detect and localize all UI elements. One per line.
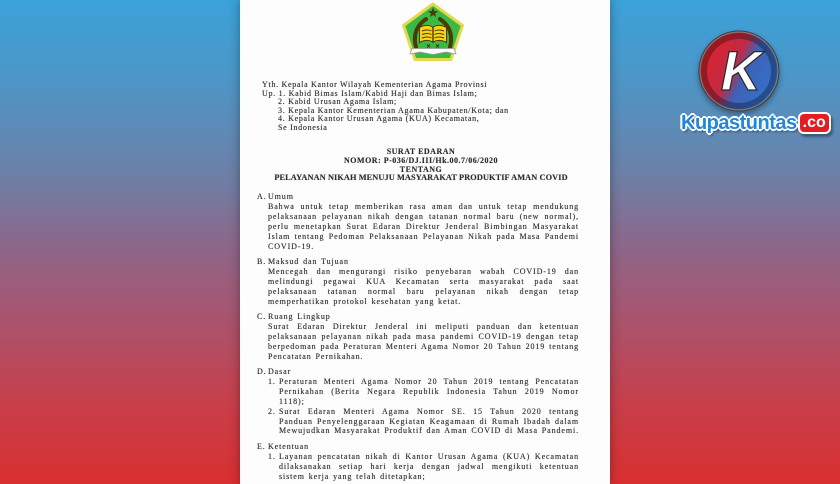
section-heading: Maksud dan Tujuan	[268, 256, 349, 266]
section-umum	[257, 192, 579, 251]
list-item	[268, 377, 579, 407]
doc-type: SURAT EDARAN	[386, 147, 456, 156]
section-dasar	[257, 367, 579, 436]
kupastuntas-brand	[681, 112, 831, 136]
section-ruang-lingkup	[257, 312, 579, 362]
recipient-line: 2. Kabid Urusan Agama Islam;	[278, 97, 397, 107]
section-heading: Umum	[268, 192, 294, 201]
section-label: D.	[257, 367, 267, 376]
item-text: Surat Edaran Menteri Agama Nomor SE. 15 Tahun 2020 tentang Panduan Penyelenggaraan Kegiatan Keagamaan di Rumah Ibadah dalam Mewujudkan Masyarakat Produktif dan Aman COVID di Masa Pandemi.	[279, 406, 579, 436]
section-heading: Ruang Lingkup	[268, 311, 331, 321]
kupastuntas-watermark	[655, 0, 840, 155]
kupastuntas-k-icon	[697, 29, 781, 113]
section-label: B.	[257, 256, 267, 266]
doc-subject: PELAYANAN NIKAH MENUJU MASYARAKAT PRODUKTIF AMAN COVID	[274, 173, 568, 183]
brand-name: Kupastuntas	[681, 112, 797, 134]
section-heading: Ketentuan	[268, 441, 309, 451]
k-letter: K	[720, 39, 762, 102]
item-number: 2.	[268, 406, 276, 416]
recipient-block	[262, 81, 509, 133]
list-item	[268, 407, 579, 437]
section-body: Bahwa untuk tetap memberikan rasa aman dan untuk tetap mendukung pelaksanaan pelayanan nikah dengan tatanan normal baru (new normal), perlu menetapkan Surat Edaran Direktur Jenderal Bimbingan Masyarakat Islam tentang Pedoman Pelaksanaan Pelayanan Nikah pada Masa Pandemi COVID-19.	[268, 201, 579, 251]
section-label: C.	[257, 311, 267, 321]
letter-content	[240, 0, 610, 484]
section-label: A.	[257, 192, 267, 201]
kemenag-logo-icon	[401, 2, 465, 62]
section-maksud-tujuan	[257, 257, 579, 307]
about-label: TENTANG	[399, 164, 443, 174]
recipient-line: 4. Kepala Kantor Urusan Agama (KUA) Kecamatan,	[278, 114, 480, 124]
letter-sections	[257, 192, 579, 484]
brand-suffix: .co	[798, 112, 831, 134]
scanned-letter	[240, 0, 610, 484]
section-heading: Dasar	[268, 367, 292, 376]
recipient-line: 3. Kepala Kantor Kementerian Agama Kabupaten/Kota; dan	[278, 105, 509, 115]
item-number: 1.	[268, 451, 276, 461]
letter-title-block	[260, 148, 582, 183]
recipient-line: Up. 1. Kabid Bimas Islam/Kabid Haji dan Bimas Islam;	[262, 88, 478, 98]
section-body: Surat Edaran Direktur Jenderal ini meliputi panduan dan ketentuan pelaksanaan pelayanan nikah pada masa pandemi COVID-19 dengan tetap berpedoman pada Peraturan Menteri Agama Nomor 20 Tahun 2019 tentang Pencatatan Pernikahan.	[268, 321, 579, 361]
item-text: Layanan pencatatan nikah di Kantor Urusan Agama (KUA) Kecamatan dilaksanakan setiap hari kerja dengan jadwal mengikuti ketentuan sistem kerja yang telah ditetapkan;	[279, 451, 579, 481]
item-number: 1.	[268, 376, 276, 386]
list-item	[268, 452, 579, 482]
recipient-line: Se Indonesia	[278, 122, 328, 132]
section-ketentuan	[257, 442, 579, 482]
doc-number: NOMOR: P-036/DJ.III/Hk.00.7/06/2020	[344, 155, 498, 165]
section-label: E.	[257, 441, 266, 451]
recipient-line: Yth. Kepala Kantor Wilayah Kementerian Agama Provinsi	[262, 80, 488, 89]
item-text: Peraturan Menteri Agama Nomor 20 Tahun 2019 tentang Pencatatan Pernikahan (Berita Negara Republik Indonesia Tahun 2019 Nomor 1118);	[279, 376, 579, 406]
section-body: Mencegah dan mengurangi risiko penyebaran wabah COVID-19 dan melindungi pegawai KUA Kecamatan serta masyarakat pada saat pelaksanaan tatanan normal baru pelayanan nikah dengan tetap memperhatikan protokol kesehatan yang ketat.	[268, 266, 579, 306]
